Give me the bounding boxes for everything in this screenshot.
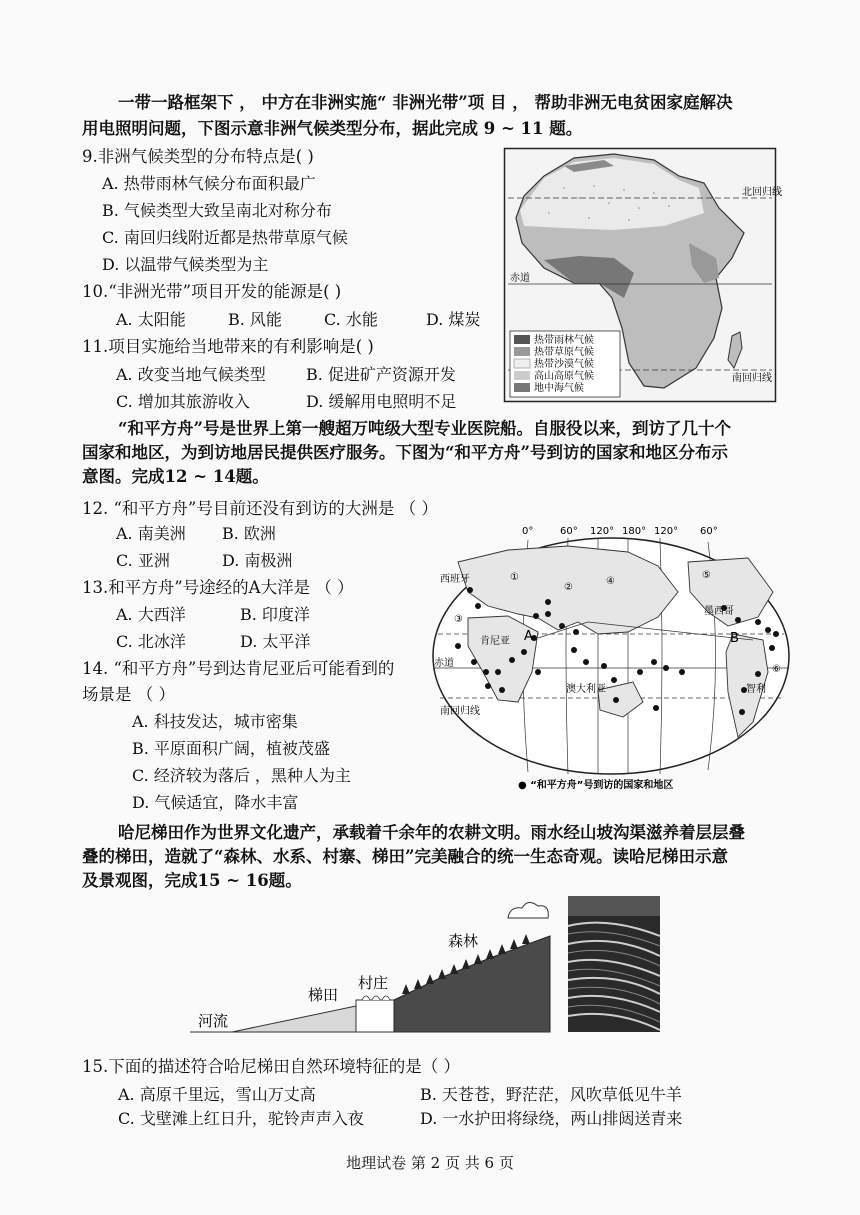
ocean-b-label: B [730,631,739,646]
hani-terrace-diagram [190,896,560,1040]
q13-option-b[interactable]: B. 印度洋 [240,605,310,624]
svg-text:④: ④ [606,576,615,587]
q10-option-d[interactable]: D. 煤炭 [426,310,481,329]
intro-text-line: 叠的梯田，造就了“森林、水系、村寨、梯田”完美融合的统一生态奇观。读哈尼梯田示意 [82,847,728,866]
q11-option-a[interactable]: A. 改变当地气候类型 [116,365,266,384]
question-10-stem: 10.“非洲光带”项目开发的能源是( ) [82,282,342,301]
label-equator: 赤道 [510,273,530,284]
legend-desert: 热带沙漠气候 [534,359,594,370]
q10-option-c[interactable]: C. 水能 [324,310,378,329]
label-equator: 赤道 [434,658,454,669]
label-forest: 森林 [448,932,479,950]
legend-highland: 高山高原气候 [534,371,594,382]
intro-text-line: 哈尼梯田作为世界文化遗产，承载着千余年的农耕文明。雨水经山坡沟渠滋养着层层叠 [118,823,745,842]
legend-rainforest: 热带雨林气候 [534,335,594,346]
legend-savanna: 热带草原气候 [534,347,594,358]
intro-text-line: “和平方舟”号是世界上第一艘超万吨级大型专业医院船。自服役以来，到访了几十个 [118,419,731,438]
legend-mediterranean: 地中海气候 [534,383,584,394]
q11-option-c[interactable]: C. 增加其旅游收入 [116,392,250,411]
q11-option-d[interactable]: D. 缓解用电照明不足 [306,392,457,411]
svg-text:⑤: ⑤ [702,570,711,581]
svg-text:60°: 60° [560,526,578,537]
label-mexico: 墨西哥 [704,606,734,617]
label-chile: 智利 [746,684,766,695]
svg-text:120°: 120° [654,526,679,537]
q9-option-d[interactable]: D. 以温带气候类型为主 [102,255,269,274]
svg-text:⑥: ⑥ [772,664,781,675]
svg-text:180°: 180° [622,526,647,537]
svg-text:②: ② [564,582,573,593]
page-footer: 地理试卷 第 2 页 共 6 页 [346,1154,514,1172]
peace-ark-world-map [428,522,794,792]
q14-option-a[interactable]: A. 科技发达，城市密集 [132,712,298,731]
label-north-tropic: 北回归线 [742,187,782,198]
africa-climate-map [504,148,782,402]
q12-option-d[interactable]: D. 南极洲 [222,551,293,570]
intro-text-line: 一带一路框架下 ， 中方在非洲实施“ 非洲光带”项 目 ， 帮助非洲无电贫困家庭解决 [118,93,733,112]
q9-option-a[interactable]: A. 热带雨林气候分布面积最广 [102,174,316,193]
world-map-legend: ● “和平方舟”号到访的国家和地区 [518,780,674,791]
label-terrace: 梯田 [308,986,339,1004]
intro-text-line: 国家和地区，为到访地居民提供医疗服务。下图为“和平方舟”号到访的国家和地区分布示 [82,443,728,462]
q13-option-c[interactable]: C. 北冰洋 [116,632,186,651]
question-9-stem: 9.非洲气候类型的分布特点是( ) [82,147,314,166]
label-river: 河流 [198,1012,229,1030]
question-11-stem: 11.项目实施给当地带来的有利影响是( ) [82,337,374,356]
q11-option-b[interactable]: B. 促进矿产资源开发 [306,365,456,384]
q9-option-c[interactable]: C. 南回归线附近都是热带草原气候 [102,228,348,247]
q15-option-c[interactable]: C. 戈壁滩上红日升，驼铃声声入夜 [118,1109,364,1128]
q15-option-a[interactable]: A. 高原千里远，雪山万丈高 [118,1085,316,1104]
svg-text:120°: 120° [590,526,615,537]
q14-option-d[interactable]: D. 气候适宜，降水丰富 [132,793,299,812]
q12-option-c[interactable]: C. 亚洲 [116,551,170,570]
intro-text-line: 意图。完成12 ~ 14题。 [82,467,269,486]
q12-option-b[interactable]: B. 欧洲 [222,524,276,543]
q15-option-d[interactable]: D. 一水护田将绿绕，两山排闼送青来 [420,1109,683,1128]
label-kenya: 肯尼亚 [480,636,510,647]
question-14-stem-cont: 场景是 （ ） [82,685,175,704]
svg-text:0°: 0° [522,526,534,537]
label-village: 村庄 [358,974,389,992]
q14-option-b[interactable]: B. 平原面积广阔，植被茂盛 [132,739,330,758]
svg-text:①: ① [510,572,519,583]
svg-text:③: ③ [454,614,463,625]
q10-option-a[interactable]: A. 太阳能 [116,310,186,329]
question-12-stem: 12. “和平方舟”号目前还没有到访的大洲是 （ ） [82,499,438,518]
label-australia: 澳大利亚 [566,684,606,695]
terrace-photo [568,896,660,1032]
q10-option-b[interactable]: B. 风能 [228,310,282,329]
question-13-stem: 13.和平方舟”号途经的A大洋是 （ ） [82,578,354,597]
q14-option-c[interactable]: C. 经济较为落后 ，黑种人为主 [132,766,351,785]
q9-option-b[interactable]: B. 气候类型大致呈南北对称分布 [102,201,332,220]
ocean-a-label: A [524,629,533,644]
intro-text-line: 用电照明问题，下图示意非洲气候类型分布，据此完成 9 ~ 11 题。 [82,119,583,138]
q12-option-a[interactable]: A. 南美洲 [116,524,186,543]
question-14-stem: 14. “和平方舟”号到达肯尼亚后可能看到的 [82,659,395,678]
label-south-tropic: 南回归线 [440,706,480,717]
intro-text-line: 及景观图，完成15 ~ 16题。 [82,871,302,890]
q13-option-a[interactable]: A. 大西洋 [116,605,186,624]
label-south-tropic: 南回归线 [732,373,772,384]
svg-text:60°: 60° [700,526,718,537]
question-15-stem: 15.下面的描述符合哈尼梯田自然环境特征的是（ ） [82,1057,460,1076]
q15-option-b[interactable]: B. 天苍苍，野茫茫，风吹草低见牛羊 [420,1085,682,1104]
label-spain: 西班牙 [440,574,470,585]
q13-option-d[interactable]: D. 太平洋 [240,632,311,651]
